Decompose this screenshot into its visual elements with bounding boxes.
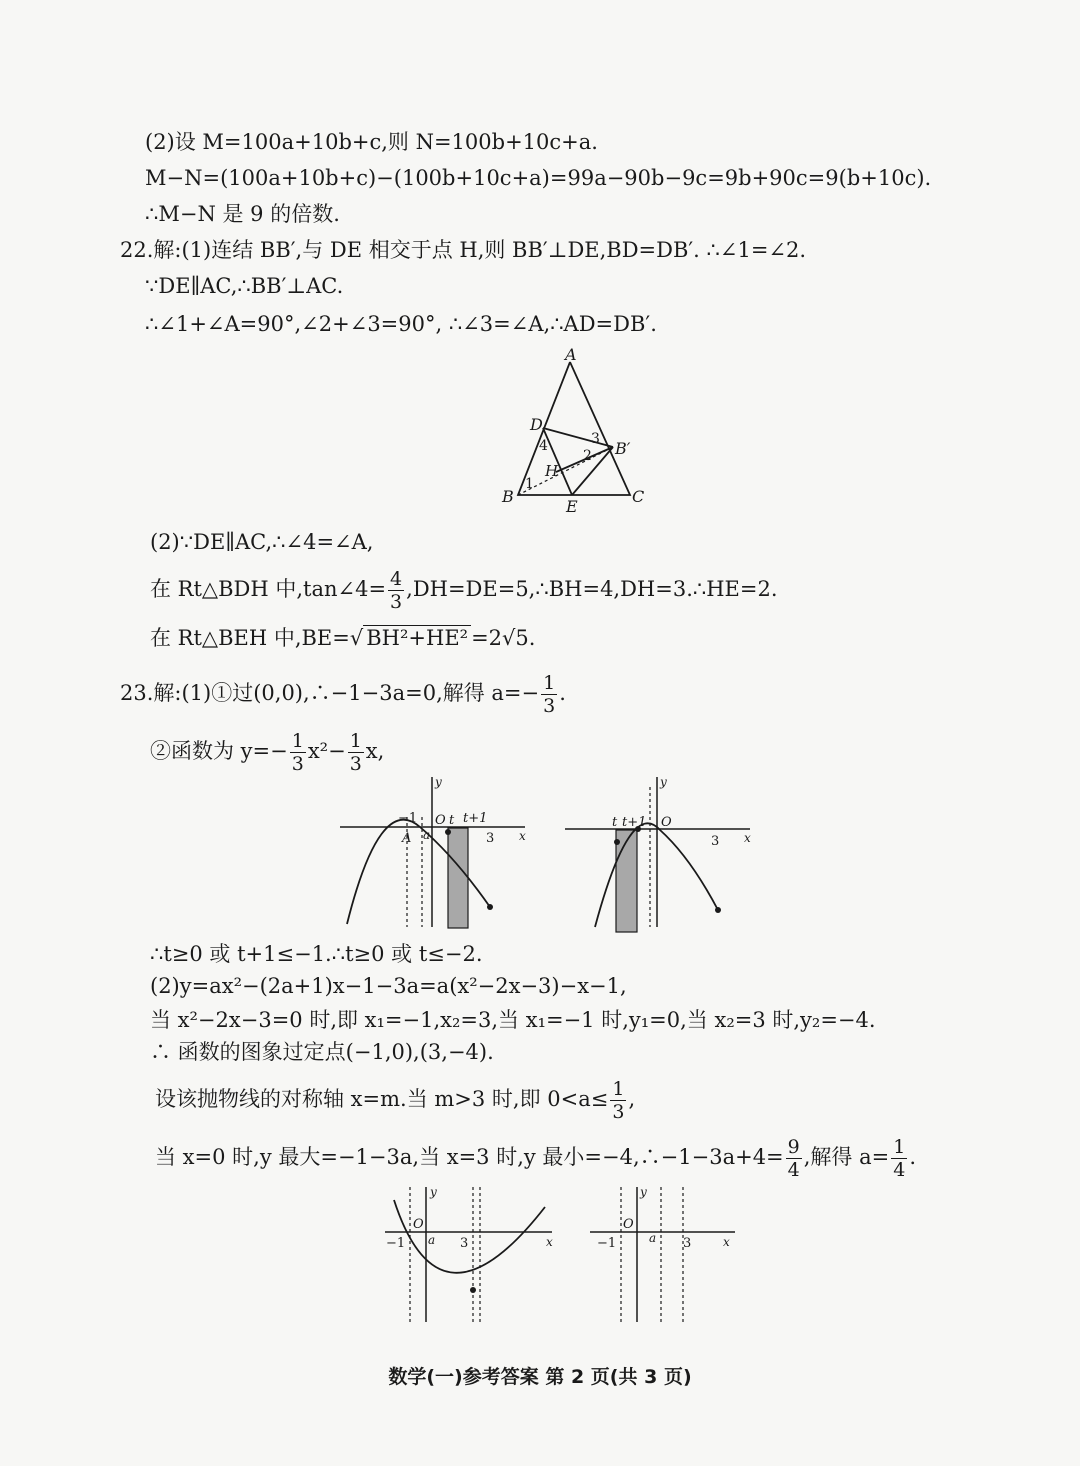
frac-num: 1 [893, 1136, 906, 1158]
frac-den: 3 [390, 591, 403, 613]
frac-1-3-d [610, 1078, 626, 1123]
q23-line8-text: 当 x=0 时,y 最大=−1−3a,当 x=3 时,y 最小=−4,∴−1−3a+4= [155, 1145, 784, 1169]
svg-text:−1: −1 [597, 1236, 617, 1251]
frac-1-3-a [541, 672, 557, 717]
label-c: C [632, 487, 645, 506]
svg-text:3: 3 [486, 831, 495, 846]
frac-den: 3 [543, 695, 556, 717]
label-h: H [545, 462, 559, 480]
svg-text:O: O [623, 1217, 634, 1232]
angle-3: 3 [591, 431, 600, 447]
svg-text:3: 3 [711, 834, 720, 849]
q23-line1-text: 23.解:(1)①过(0,0),∴−1−3a=0,解得 a=− [120, 681, 540, 705]
q23-line-6: ∴ 函数的图象过定点(−1,0),(3,−4). [150, 1040, 494, 1064]
segment-eb-prime [572, 447, 613, 495]
frac-den: 3 [291, 753, 304, 775]
label-a: A [565, 345, 577, 364]
svg-text:−1: −1 [398, 811, 418, 826]
angle-4: 4 [539, 438, 548, 454]
q23-line-8 [155, 1136, 916, 1181]
svg-text:O: O [413, 1217, 424, 1232]
q21-line-3: ∴M−N 是 9 的倍数. [145, 202, 340, 226]
label-e: E [566, 497, 578, 516]
svg-text:O: O [435, 813, 446, 828]
svg-text:A: A [402, 831, 412, 846]
q23-line8-mid: ,解得 a= [803, 1145, 890, 1169]
sqrt-expression: BH²+HE² [363, 625, 471, 650]
q23-line-4: (2)y=ax²−(2a+1)x−1−3a=a(x²−2x−3)−x−1, [150, 974, 627, 998]
q23-line7-text: 设该抛物线的对称轴 x=m.当 m>3 时,即 0<a≤ [155, 1087, 609, 1111]
frac-1-4 [891, 1136, 907, 1181]
frac-den: 3 [612, 1101, 625, 1123]
svg-text:y: y [430, 1185, 437, 1199]
q22-line-1: 22.解:(1)连结 BB′,与 DE 相交于点 H,则 BB′⊥DE,BD=DB′. ∴∠1=∠2. [120, 238, 807, 262]
q23-line8-end: . [909, 1145, 916, 1169]
frac-num: 1 [543, 672, 556, 694]
page-footer: 数学(一)参考答案 第 2 页(共 3 页) [388, 1366, 692, 1388]
svg-text:3: 3 [460, 1236, 469, 1251]
q22-part2-line-1: (2)∵DE∥AC,∴∠4=∠A, [150, 530, 374, 554]
svg-text:x: x [546, 1235, 553, 1249]
q23-line-3: ∴t≥0 或 t+1≤−1.∴t≥0 或 t≤−2. [150, 942, 483, 966]
svg-text:t+1: t+1 [622, 815, 647, 830]
svg-text:a: a [649, 1231, 657, 1245]
svg-text:t+1: t+1 [463, 811, 488, 826]
q22-line-3: ∴∠1+∠A=90°,∠2+∠3=90°, ∴∠3=∠A,∴AD=DB′. [145, 312, 657, 336]
svg-text:y: y [640, 1185, 647, 1199]
frac-1-3-c [348, 730, 364, 775]
q23-line-2 [150, 730, 384, 775]
q22-be-text: 在 Rt△BEH 中,BE= [150, 626, 350, 650]
q22-tan-result: ,DH=DE=5,∴BH=4,DH=3.∴HE=2. [406, 577, 778, 601]
q22-line-2: ∵DE∥AC,∴BB′⊥AC. [145, 274, 344, 298]
label-d: D [530, 415, 543, 434]
graph-4 [585, 1182, 745, 1327]
q22-tan-text: 在 Rt△BDH 中,tan∠4= [150, 577, 387, 601]
q23-line2-text: ②函数为 y=− [150, 739, 288, 763]
frac-num: 9 [787, 1136, 800, 1158]
svg-text:x: x [723, 1235, 730, 1249]
svg-text:y: y [660, 775, 667, 789]
svg-text:x: x [519, 829, 526, 843]
q23-line-7 [155, 1078, 635, 1123]
svg-text:a: a [423, 828, 431, 842]
label-b: B [502, 487, 514, 506]
q22-part2-line-3: 在 Rt△BEH 中,BE=√ BH²+HE² =2√5. [150, 626, 536, 650]
graph-1 [335, 772, 535, 932]
q23-line1-end: . [559, 681, 566, 705]
q22-be-result: =2√5. [471, 626, 536, 650]
frac-num: 4 [390, 568, 403, 590]
q23-line-5: 当 x²−2x−3=0 时,即 x₁=−1,x₂=3,当 x₁=−1 时,y₁=0,当 x₂=3 时,y₂=−4. [150, 1008, 876, 1032]
q22-part2-line-2 [150, 568, 778, 613]
svg-text:x: x [744, 831, 751, 845]
q21-line-1: (2)设 M=100a+10b+c,则 N=100b+10c+a. [145, 130, 598, 154]
frac-4-3 [388, 568, 404, 613]
q23-line2-mid: x²− [307, 739, 346, 763]
svg-text:O: O [661, 815, 672, 830]
frac-den: 3 [349, 753, 362, 775]
segment-db-prime [543, 428, 613, 447]
q23-line7-end: , [628, 1087, 636, 1111]
frac-1-3-b [290, 730, 306, 775]
q23-line-1 [120, 672, 566, 717]
svg-text:t: t [449, 813, 455, 828]
svg-text:a: a [428, 1233, 436, 1247]
triangle-figure [490, 340, 660, 520]
frac-num: 1 [291, 730, 304, 752]
frac-den: 4 [787, 1159, 800, 1181]
q21-line-2: M−N=(100a+10b+c)−(100b+10c+a)=99a−90b−9c=9b+90c=9(b+10c). [145, 166, 932, 190]
graph-3 [380, 1182, 560, 1327]
svg-text:−1: −1 [386, 1236, 406, 1251]
frac-9-4 [786, 1136, 802, 1181]
q23-line2-end: x, [365, 739, 385, 763]
svg-text:t: t [612, 815, 618, 830]
svg-text:y: y [435, 775, 442, 789]
angle-1: 1 [525, 476, 534, 492]
svg-text:3: 3 [683, 1236, 692, 1251]
angle-2: 2 [583, 448, 592, 464]
frac-num: 1 [349, 730, 362, 752]
graph-2 [560, 772, 760, 932]
frac-den: 4 [893, 1159, 906, 1181]
frac-num: 1 [612, 1078, 625, 1100]
label-b-prime: B′ [615, 439, 631, 458]
